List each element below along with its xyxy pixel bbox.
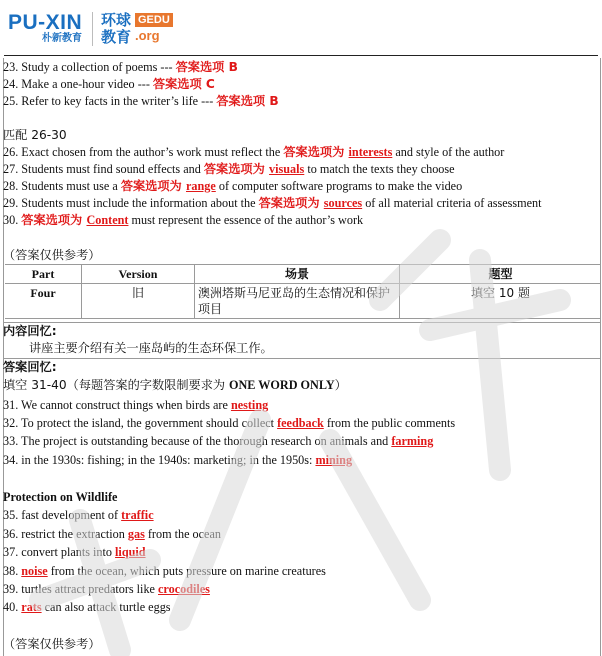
match-text: 28. Students must use a xyxy=(3,179,121,193)
cell-type: 填空 10 题 xyxy=(400,284,602,319)
fill-line xyxy=(3,600,171,615)
reference-note-bottom: （答案仅供参考） xyxy=(3,637,101,651)
header-type: 题型 xyxy=(400,265,602,284)
answer-option: 答案选项 C xyxy=(152,77,215,91)
header-version: Version xyxy=(82,265,195,284)
answer-word: visuals xyxy=(269,162,305,176)
answer-word: feedback xyxy=(277,416,324,430)
fill-line xyxy=(3,508,154,523)
cell-scene: 澳洲塔斯马尼亚岛的生态情况和保护项目 xyxy=(195,284,400,319)
fill-text: 38. xyxy=(3,564,22,578)
logo-divider xyxy=(92,12,93,46)
gedu-logo xyxy=(101,11,170,46)
puxin-sub: 朴新教育 xyxy=(42,33,82,44)
answer-word: noise xyxy=(21,564,48,578)
answer-word: crocodiles xyxy=(158,582,210,596)
answer-word: traffic xyxy=(121,508,154,522)
match-line xyxy=(3,213,363,228)
answer-word: rats xyxy=(21,600,42,614)
table-row xyxy=(5,284,601,319)
section-divider xyxy=(3,322,601,323)
answer-word: gas xyxy=(127,527,145,541)
fill-line xyxy=(3,434,433,449)
fill-text: from the ocean, which puts pressure on marine creatures xyxy=(47,564,326,578)
puxin-logo xyxy=(8,12,82,45)
table-header-row xyxy=(5,265,601,284)
box-border-right xyxy=(600,58,601,656)
fill-line xyxy=(3,545,146,560)
answer-option: 答案选项 B xyxy=(175,60,238,74)
answer-label: 答案选项为 xyxy=(120,179,186,193)
answer-word: liquid xyxy=(115,545,146,559)
match-text: must represent the essence of the author’s work xyxy=(128,213,364,227)
answer-recall-heading: 答案回忆: xyxy=(3,360,57,374)
match-line xyxy=(3,179,462,194)
content-recall-text: 讲座主要介绍有关一座岛屿的生态环保工作。 xyxy=(29,341,273,355)
instruction-text: ） xyxy=(334,378,347,392)
match-heading: 匹配 26-30 xyxy=(3,128,67,142)
match-text: 29. Students must include the information about the xyxy=(3,196,259,210)
protection-heading: Protection on Wildlife xyxy=(3,490,118,504)
content-recall-heading: 内容回忆: xyxy=(3,324,57,338)
answer-label: 答案选项为 xyxy=(203,162,270,176)
header-scene: 场景 xyxy=(195,265,400,284)
answer-label: 答案选项为 xyxy=(21,213,87,227)
fill-text: can also attack turtle eggs xyxy=(41,600,171,614)
match-line xyxy=(3,162,455,177)
answer-word: farming xyxy=(391,434,434,448)
answer-option: 答案选项 B xyxy=(216,94,279,108)
fill-line xyxy=(3,564,326,579)
page-header xyxy=(0,0,602,58)
section-divider xyxy=(3,358,601,359)
fill-text: 40. xyxy=(3,600,22,614)
fill-line xyxy=(3,416,455,431)
gedu-tag: GEDU xyxy=(135,13,173,27)
fill-text: 39. turtles attract predators like xyxy=(3,582,158,596)
answer-word: interests xyxy=(348,145,393,159)
question-line xyxy=(3,77,215,92)
question-text: 23. Study a collection of poems --- xyxy=(3,60,176,74)
cell-version: 旧 xyxy=(82,284,195,319)
answer-word: nesting xyxy=(230,398,269,412)
match-text: 30. xyxy=(3,213,22,227)
gedu-cn-bottom: 教育 xyxy=(101,28,132,46)
match-line xyxy=(3,196,542,211)
document-body xyxy=(3,58,601,656)
reference-note: （答案仅供参考） xyxy=(3,248,101,262)
match-text: 27. Students must find sound effects and xyxy=(3,162,204,176)
match-text: of computer software programs to make the video xyxy=(215,179,463,193)
fill-text: 35. fast development of xyxy=(3,508,122,522)
fill-line xyxy=(3,453,352,468)
answer-word: Content xyxy=(86,213,129,227)
answer-word: range xyxy=(186,179,216,193)
answer-recall-instruction xyxy=(3,378,347,393)
gedu-org: .org xyxy=(135,28,160,43)
question-line xyxy=(3,94,279,109)
header-rule xyxy=(4,55,598,56)
puxin-brand: PU-XIN xyxy=(8,11,83,34)
match-text: and style of the author xyxy=(392,145,505,159)
fill-text: 37. convert plants into xyxy=(3,545,116,559)
header-part: Part xyxy=(5,265,82,284)
match-text: to match the texts they choose xyxy=(304,162,455,176)
fill-line xyxy=(3,527,221,542)
fill-text: 32. To protect the island, the government should collect xyxy=(3,416,278,430)
fill-text: 33. The project is outstanding because of the thorough research on animals and xyxy=(3,434,392,448)
gedu-cn-top: 环球 xyxy=(101,11,132,29)
match-line xyxy=(3,145,504,160)
fill-text: from the public comments xyxy=(323,416,456,430)
answer-label: 答案选项为 xyxy=(283,145,349,159)
fill-text: from the ocean xyxy=(144,527,221,541)
fill-text: 31. We cannot construct things when birds are xyxy=(3,398,231,412)
answer-word: sources xyxy=(323,196,363,210)
fill-line xyxy=(3,398,268,413)
fill-text: 36. restrict the extraction xyxy=(3,527,128,541)
fill-text: 34. in the 1930s: fishing; in the 1940s: marketing; in the 1950s: xyxy=(3,453,316,467)
match-text: 26. Exact chosen from the author’s work must reflect the xyxy=(3,145,284,159)
fill-line xyxy=(3,582,210,597)
match-text: of all material criteria of assessment xyxy=(362,196,542,210)
question-text: 25. Refer to key facts in the writer’s life --- xyxy=(3,94,217,108)
instruction-text: 填空 31-40（每题答案的字数限制要求为 xyxy=(3,378,229,392)
answer-word: mining xyxy=(315,453,353,467)
cell-part: Four xyxy=(5,284,82,319)
section-info-table xyxy=(5,264,601,319)
answer-label: 答案选项为 xyxy=(258,196,324,210)
question-line xyxy=(3,60,238,75)
instruction-bold: ONE WORD ONLY xyxy=(228,378,335,392)
question-text: 24. Make a one-hour video --- xyxy=(3,77,153,91)
